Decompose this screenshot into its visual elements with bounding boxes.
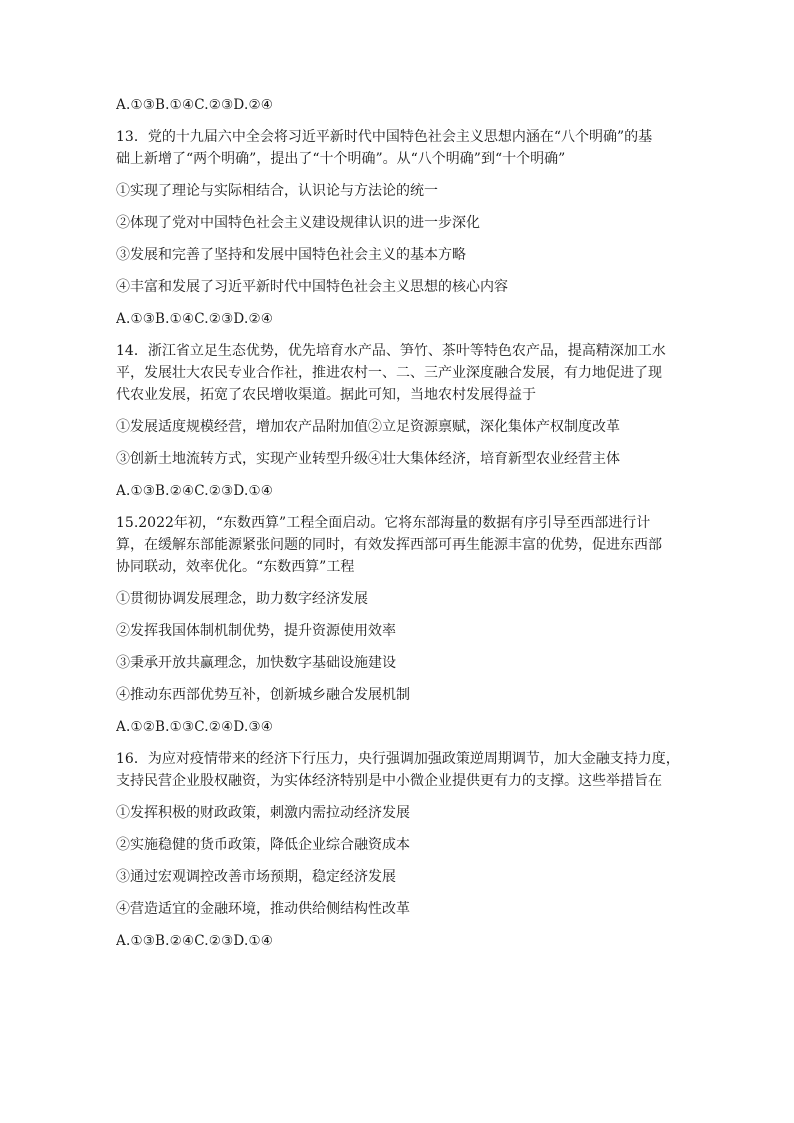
- question-16-line-2: 支持民营企业股权融资，为实体经济特别是中小微企业提供更有力的支撑。这些举措旨在: [116, 773, 662, 789]
- question-13-option-3: ③发展和完善了坚持和发展中国特色社会主义的基本方略: [116, 247, 466, 263]
- question-13-option-2: ②体现了党对中国特色社会主义建设规律认识的进一步深化: [116, 215, 480, 231]
- exam-page: [116, 94, 686, 962]
- question-14-line-3: 代农业发展，拓宽了农民增收渠道。据此可知，当地农村发展得益于: [116, 387, 536, 403]
- question-13-line-1: 13．党的十九届六中全会将习近平新时代中国特色社会主义思想内涵在“八个明确”的基: [116, 129, 653, 145]
- question-16-option-1: ①发挥积极的财政政策，刺激内需拉动经济发展: [116, 805, 410, 821]
- question-15-line-1: 15.2022年初，“东数西算”工程全面启动。它将东部海量的数据有序引导至西部进行计: [116, 515, 651, 531]
- question-13-stem: [116, 126, 686, 170]
- answer-choices-q14: A.①③B.②④C.②③D.①④: [116, 483, 274, 499]
- question-16-option-2: ②实施稳健的货币政策，降低企业综合融资成本: [116, 837, 410, 853]
- question-15-option-1: ①贯彻协调发展理念，助力数字经济发展: [116, 591, 368, 607]
- question-16-option-3: ③通过宏观调控改善市场预期，稳定经济发展: [116, 869, 396, 885]
- question-16-line-1: 16．为应对疫情带来的经济下行压力，央行强调加强政策逆周期调节，加大金融支持力度，: [116, 751, 680, 767]
- answer-choices-q16: A.①③B.②④C.②③D.①④: [116, 933, 274, 949]
- question-15-line-2: 算，在缓解东部能源紧张问题的同时，有效发挥西部可再生能源丰富的优势，促进东西部: [116, 537, 662, 553]
- question-15-option-3: ③秉承开放共赢理念，加快数字基础设施建设: [116, 655, 396, 671]
- question-14-stem: [116, 340, 686, 406]
- question-14-options-3-4: ③创新土地流转方式，实现产业转型升级④壮大集体经济，培育新型农业经营主体: [116, 451, 620, 467]
- question-15-option-2: ②发挥我国体制机制优势，提升资源使用效率: [116, 623, 396, 639]
- answer-choices-q13: A.①③B.①④C.②③D.②④: [116, 311, 274, 327]
- question-14-options-1-2: ①发展适度规模经营，增加农产品附加值②立足资源禀赋，深化集体产权制度改革: [116, 419, 620, 435]
- question-14-line-1: 14．浙江省立足生态优势，优先培育水产品、笋竹、茶叶等特色农产品，提高精深加工水: [116, 343, 666, 359]
- question-15-stem: [116, 512, 686, 578]
- question-15-option-4: ④推动东西部优势互补，创新城乡融合发展机制: [116, 687, 410, 703]
- question-13-option-4: ④丰富和发展了习近平新时代中国特色社会主义思想的核心内容: [116, 279, 508, 295]
- question-13-line-2: 础上新增了“两个明确”，提出了“十个明确”。从“八个明确”到“十个明确”: [116, 151, 566, 167]
- answer-choices-q12: A.①③B.①④C.②③D.②④: [116, 97, 274, 113]
- question-16-option-4: ④营造适宜的金融环境，推动供给侧结构性改革: [116, 901, 410, 917]
- question-14-line-2: 平，发展壮大农民专业合作社，推进农村一、二、三产业深度融合发展，有力地促进了现: [116, 365, 662, 381]
- answer-choices-q15: A.①②B.①③C.②④D.③④: [116, 719, 274, 735]
- question-15-line-3: 协同联动，效率优化。“东数西算”工程: [116, 559, 355, 575]
- question-13-option-1: ①实现了理论与实际相结合，认识论与方法论的统一: [116, 183, 438, 199]
- question-16-stem: [116, 748, 686, 792]
